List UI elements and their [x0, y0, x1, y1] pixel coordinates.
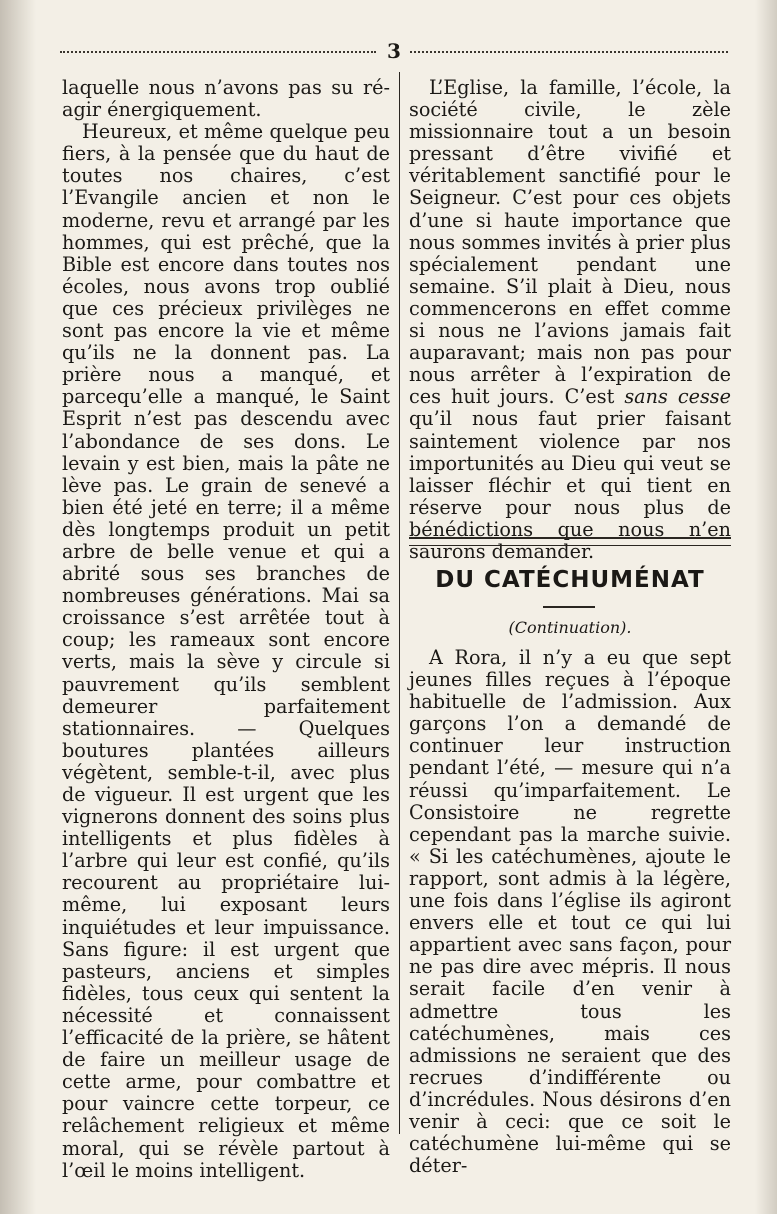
section-title: DU CATÉCHUMÉNAT [435, 567, 705, 593]
left-paragraph-1: laquelle nous n’avons pas su ré-agir énergiquement. [62, 76, 390, 122]
continuation-note: (Continuation). [508, 618, 632, 637]
page-header [60, 40, 728, 62]
right-paragraph-1-text-b: qu’il nous faut prier faisant saintement violence par nos importunités au Dieu qui veut se laisser fléchir et qui tient en réserve pour nous plus de bénédictions que nous n’en saurons demander. [409, 407, 731, 563]
paper-edge-shadow-right [755, 0, 777, 1214]
page-number: 3 [387, 39, 401, 63]
column-divider [399, 72, 400, 1134]
section-separator [409, 537, 731, 546]
left-paragraph-2: Heureux, et même quelque peu fiers, à la pensée que du haut de toutes nos chaires, c’est l’Evangile ancien et non le moderne, revu et arrangé par les hommes, qui est prêché, que la Bible est encore dans toutes nos écoles, nous avons trop oublié que ces précieux privilèges ne sont pas encore la vie et même qu’ils ne la donnent pas. La prière nous a manqué, et parcequ’elle a manqué, le Saint Esprit n’est pas descendu avec l’abondance de ses dons. Le levain y est bien, mais la pâte ne lève pas. Le grain de senevé a bien été jeté en terre; il a même dès longtemps produit un petit arbre de belle venue et qui a abrité sous ses branches de nombreuses générations. Mai sa croissance s’est arrêtée tout à coup; les rameaux sont encore verts, mais la sève y circule si pauvrement qu’ils semblent demeurer parfaitement stationnaires. — Quelques boutures plantées ailleurs végètent, semble-t-il, avec plus de vigueur. Il est urgent que les vignerons donnent des soins plus intelligents et plus fidèles à l’arbre qui leur est confié, qu’ils recourent au propriétaire lui-même, lui exposant leurs inquiétudes et leur impuissance. Sans figure: il est urgent que pasteurs, anciens et simples fidèles, tous ceux qui sentent la nécessité et connaissent l’efficacité de la prière, se hâtent de faire un meilleur usage de cette arme, pour combattre et pour vaincre cette torpeur, ce relâchement religieux et même moral, qui se révèle partout à l’œil le moins intelligent. [62, 120, 390, 1182]
right-paragraph-1-text-a: L’Eglise, la famille, l’école, la société civile, le zèle missionnaire tout a un besoin pressant d’être vivifié et véritablement sanctifié pour le Seigneur. C’est pour ces objets d’une si haute importance que nous sommes invités à prier plus spécialement pendant une semaine. S’il plait à Dieu, nous commencerons en effet comme si nous ne l’avions jamais fait auparavant; mais non pas pour nous arrêter à l’expiration de ces huit jours. C’est [409, 76, 731, 409]
right-column-bottom [409, 647, 731, 1177]
title-underline [543, 606, 595, 608]
header-rule-left [60, 51, 376, 53]
header-rule-right [410, 51, 728, 53]
right-column-top [409, 77, 731, 563]
paper-edge-shadow-left [0, 0, 36, 1214]
right-paragraph-2: A Rora, il n’y a eu que sept jeunes filles reçues à l’époque habituelle de l’admission. Aux garçons l’on a demandé de continuer leur instruction pendant l’été, — mesure qui n’a réussi qu’imparfaitement. Le Consistoire ne regrette cependant pas la marche suivie. « Si les catéchumènes, ajoute le rapport, sont admis à la légère, une fois dans l’église ils agiront envers elle et tout ce qui lui appartient avec sans façon, pour ne pas dire avec mépris. Il nous serait facile d’en venir à admettre tous les catéchumènes, mais ces admissions ne seraient que des recrues d’indifférente ou d’incrédules. Nous désirons d’en venir à ceci: que ce soit le catéchumène lui-même qui se déter- [409, 646, 731, 1178]
right-paragraph-1 [409, 77, 731, 563]
left-column [62, 77, 390, 1182]
right-paragraph-1-emphasis: sans cesse [624, 385, 732, 409]
